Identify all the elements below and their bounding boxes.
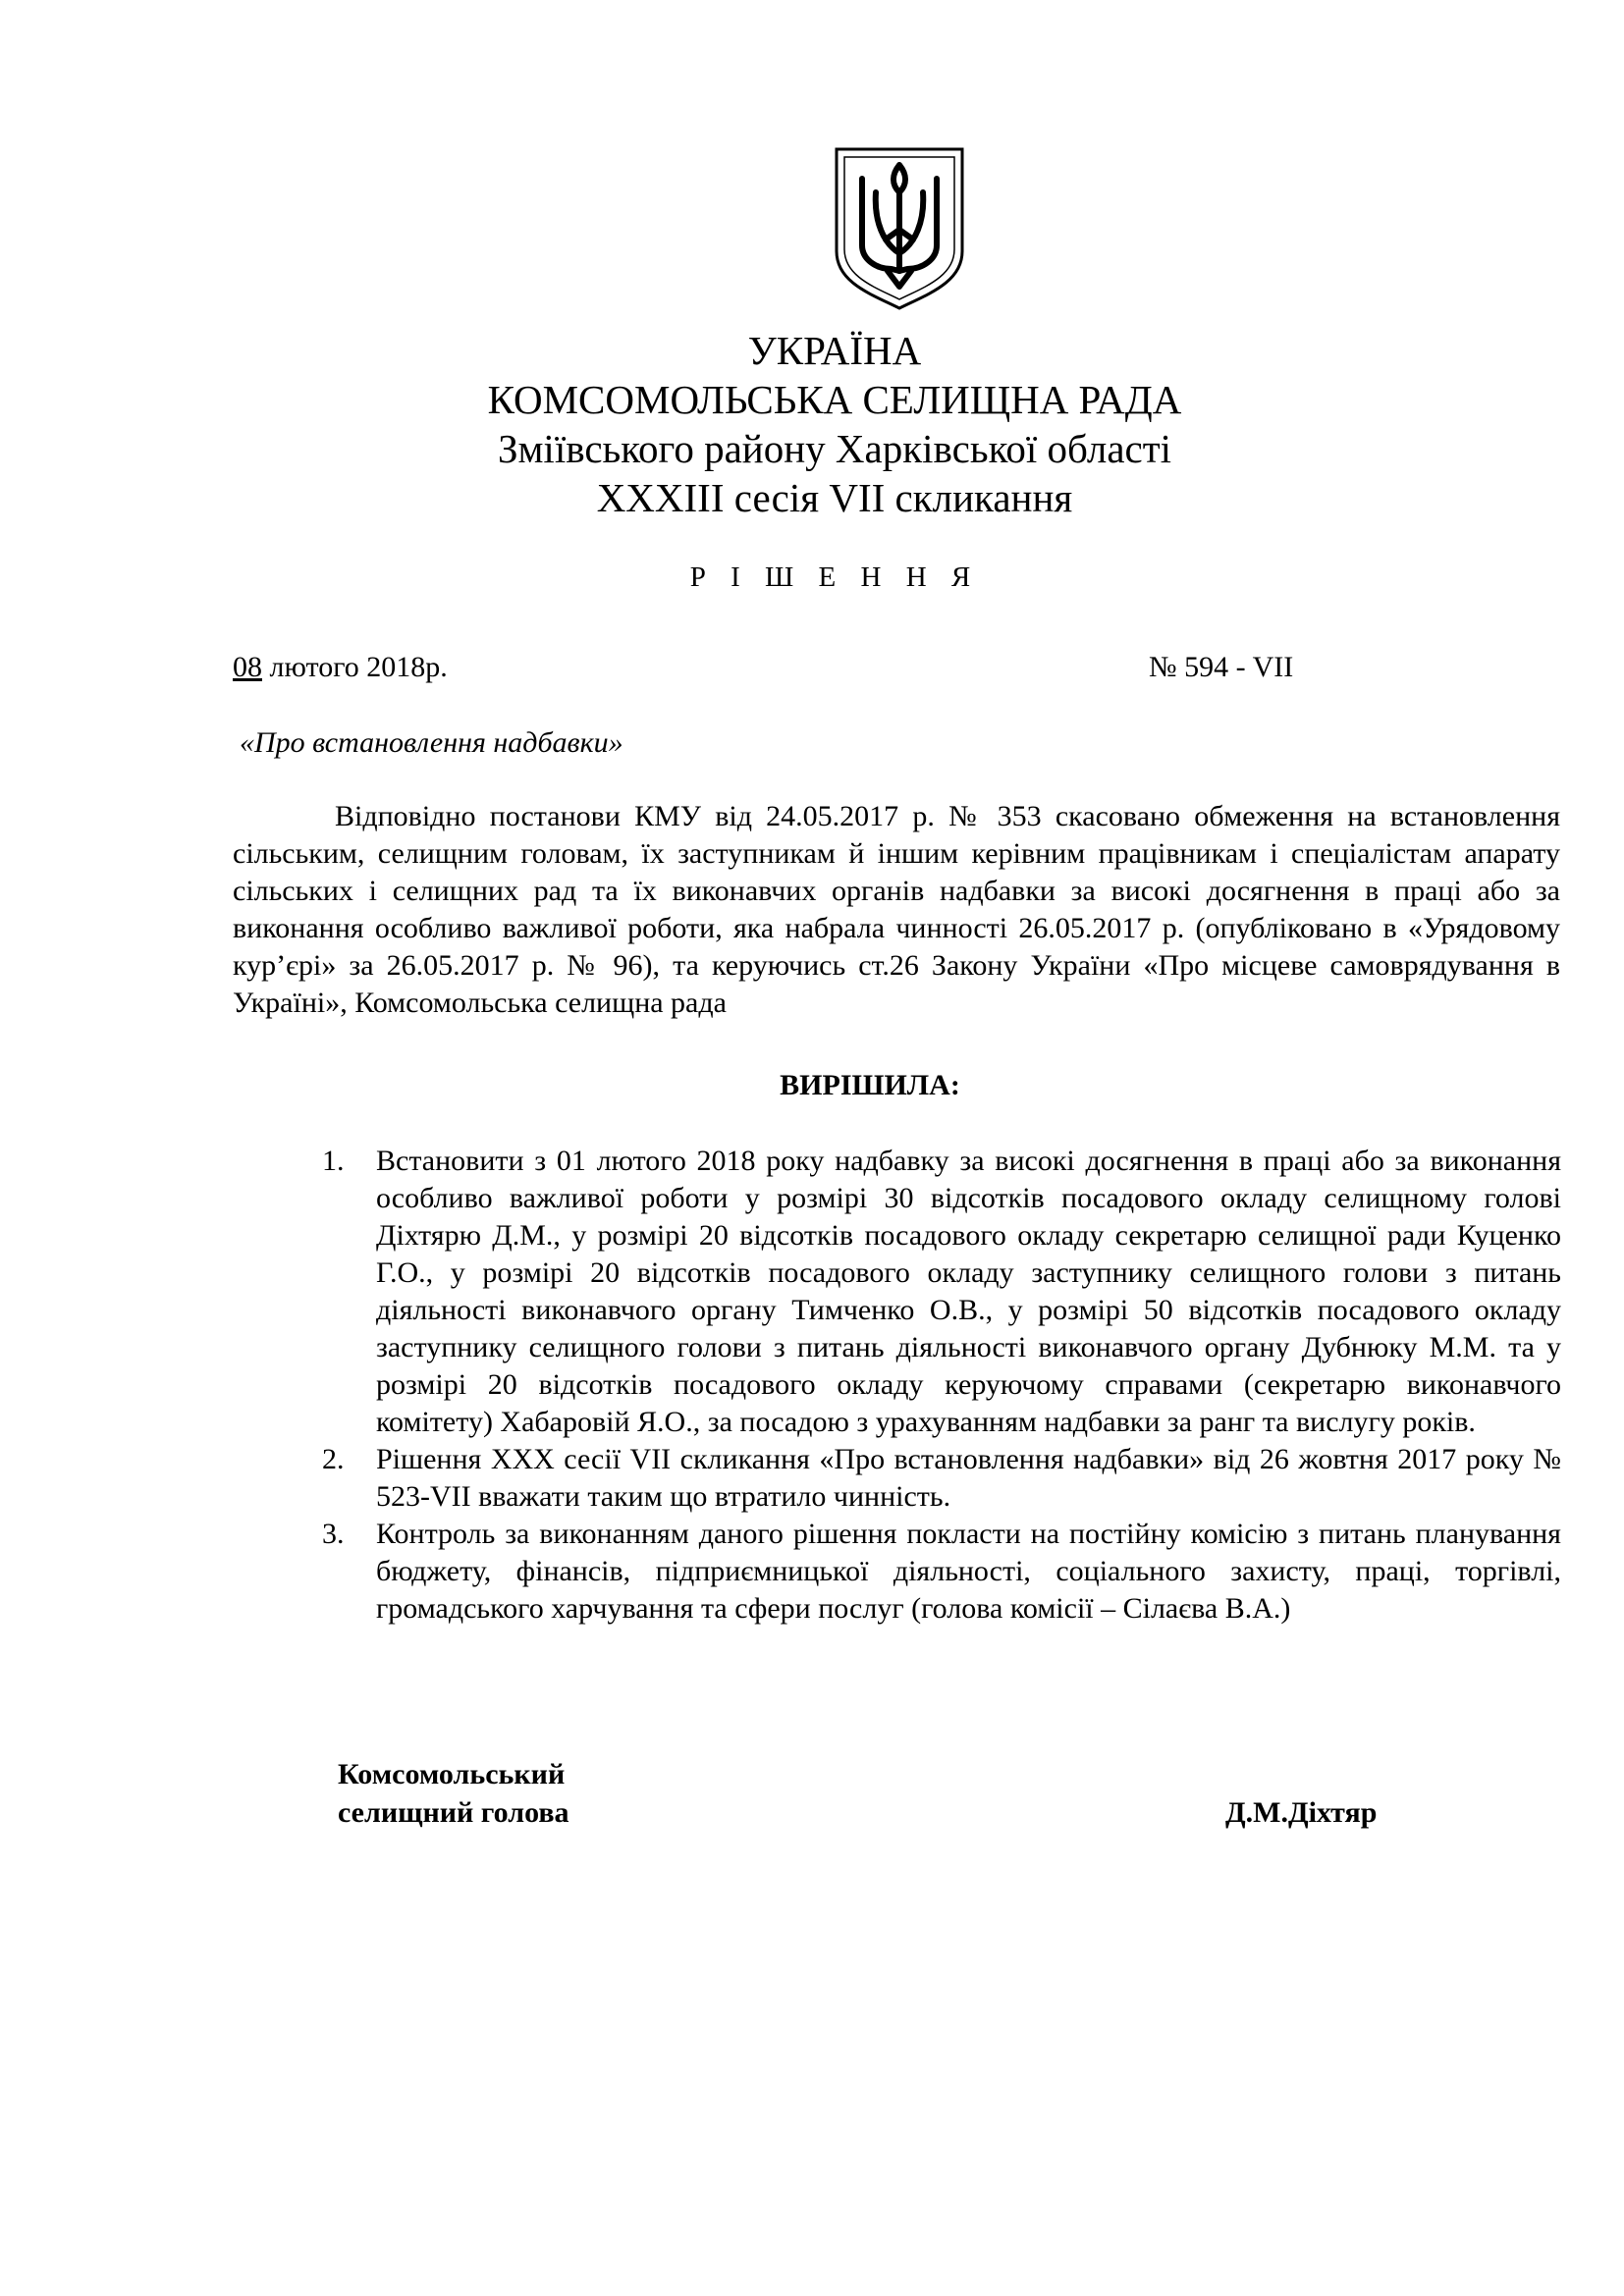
resolution-item: [322, 1143, 1561, 1441]
resolution-items: [322, 1143, 1561, 1628]
decision-title: Р І Ш Е Н Н Я: [689, 561, 980, 593]
resolution-item: [322, 1441, 1561, 1516]
signatory-name: Д.М.Діхтяр: [1225, 1796, 1378, 1829]
signatory-title-line1: Комсомольський: [338, 1758, 566, 1790]
resolution-item-number: 3.: [322, 1518, 345, 1550]
header-country: УКРАЇНА: [747, 328, 922, 373]
decision-subject: «Про встановлення надбавки»: [240, 726, 623, 759]
signatory-title-line2: селищний голова: [338, 1796, 569, 1829]
resolution-item-number: 2.: [322, 1443, 345, 1475]
decision-date: [233, 651, 448, 684]
decision-number: № 594 - VII: [1149, 651, 1294, 683]
ukraine-trident-emblem-icon: [831, 145, 968, 312]
resolution-item-text: Контроль за виконанням даного рішення покласти на постійну комісію з питань планування бюджету, фінансів, підприємницької діяльності, соціального захисту, праці, торгівлі, громадського харчування та сфери послуг (голова комісії – Сілаєва В.А.): [376, 1518, 1561, 1625]
decision-date-day: 08: [233, 651, 262, 683]
resolution-item-text: Встановити з 01 лютого 2018 року надбавку за високі досягнення в праці або за виконання особливо важливої роботи у розмірі 30 відсотків посадового окладу селищному голові Діхтярю Д.М., у розмірі 20 відсотків посадового окладу секретарю селищної ради Куценко Г.О., у розмірі 20 відсотків посадового окладу заступнику селищного голови з питань діяльності виконавчого органу Тимченко О.В., у розмірі 50 відсотків посадового окладу заступнику селищного голови з питань діяльності виконавчого органу Дубнюку М.М. та у розмірі 20 відсотків посадового окладу керуючому справами (секретарю виконавчого комітету) Хабаровій Я.О., за посадою з урахуванням надбавки за ранг та вислугу років.: [376, 1145, 1561, 1438]
resolution-item: [322, 1516, 1561, 1628]
signatory-title: [338, 1755, 569, 1832]
resolution-item-text: Рішення ХХХ сесії VII скликання «Про встановлення надбавки» від 26 жовтня 2017 року № 523-VII вважати таким що втратило чинність.: [376, 1443, 1561, 1513]
resolution-item-number: 1.: [322, 1145, 345, 1177]
header-council: КОМСОМОЛЬСЬКА СЕЛИЩНА РАДА: [487, 377, 1182, 422]
decision-date-rest: лютого 2018р.: [262, 651, 448, 683]
header-district: Зміївського району Харківської області: [497, 426, 1172, 471]
preamble-paragraph: Відповідно постанови КМУ від 24.05.2017 р. № 353 скасовано обмеження на встановлення сільським, селищним головам, їх заступникам й іншим керівним працівникам і спеціалістам апарату сільських і селищних рад та їх виконавчих органів надбавки за високі досягнення в праці або за виконання особливо важливої роботи, яка набрала чинності 26.05.2017 р. (опубліковано в «Урядовому кур’єрі» за 26.05.2017 р. № 96), та керуючись ст.26 Закону України «Про місцеве самоврядування в Україні», Комсомольська селищна рада: [233, 800, 1560, 1019]
header-session: XXXIII сесія VII скликання: [596, 475, 1073, 520]
resolved-heading: ВИРІШИЛА:: [780, 1069, 960, 1101]
